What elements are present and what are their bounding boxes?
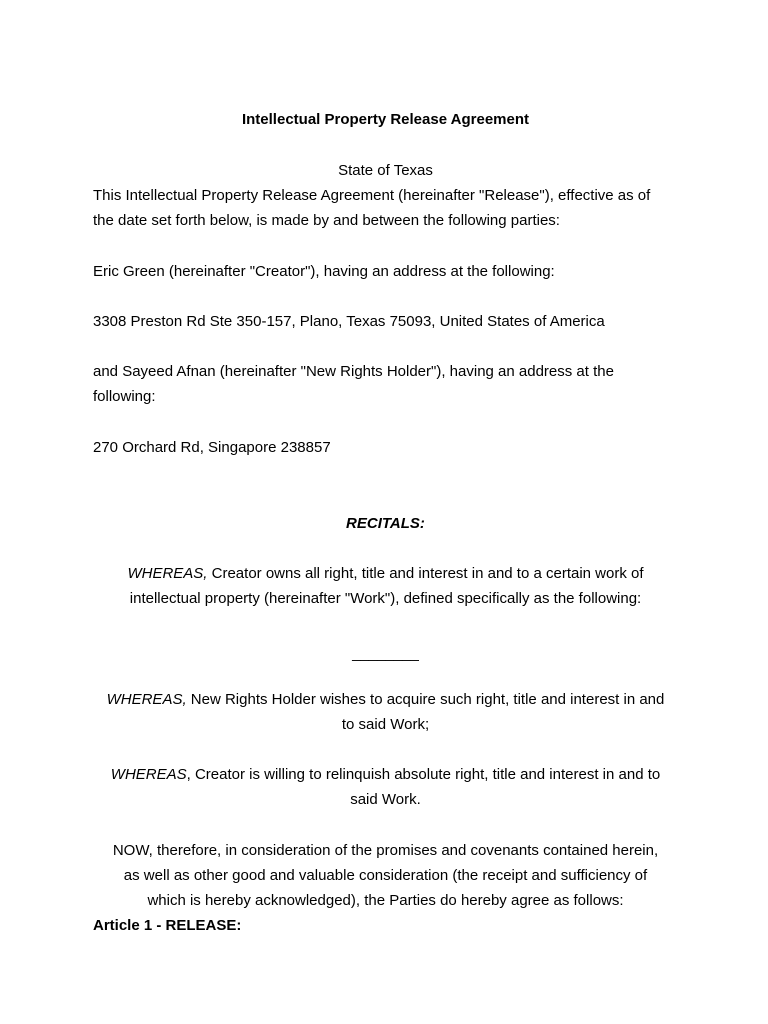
now-therefore-line-2: as well as other good and valuable consideration (the receipt and sufficiency of: [123, 867, 648, 884]
whereas-1-line-2: intellectual property (hereinafter "Work"), defined specifically as the following:: [129, 590, 642, 607]
whereas-3-line-1: [93, 765, 678, 785]
holder-party-line-2: following:: [93, 388, 156, 405]
whereas-1-rest: Creator owns all right, title and interest in and to a certain work of: [207, 565, 644, 582]
creator-party-line: Eric Green (hereinafter "Creator"), having an address at the following:: [93, 263, 555, 280]
work-definition-blank: ________: [352, 645, 419, 662]
intro-line-1: This Intellectual Property Release Agreement (hereinafter "Release"), effective as of: [93, 187, 651, 204]
recitals-heading: RECITALS:: [346, 515, 425, 532]
holder-party-line-1: and Sayeed Afnan (hereinafter "New Rights Holder"), having an address at the: [93, 363, 614, 380]
now-therefore-line-3: which is hereby acknowledged), the Parties do hereby agree as follows:: [147, 892, 624, 909]
whereas-2-line-2: to said Work;: [341, 716, 430, 733]
whereas-1-lead: WHEREAS,: [127, 565, 208, 582]
document-title: Intellectual Property Release Agreement: [241, 111, 530, 128]
whereas-3-rest: , Creator is willing to relinquish absolute right, title and interest in and to: [186, 766, 661, 783]
jurisdiction-line: State of Texas: [338, 162, 433, 179]
intro-line-2: the date set forth below, is made by and between the following parties:: [93, 212, 560, 229]
whereas-1-line-1: [93, 564, 678, 584]
article-1-heading: Article 1 - RELEASE:: [93, 917, 242, 934]
now-therefore-line-1: NOW, therefore, in consideration of the promises and covenants contained herein,: [112, 842, 659, 859]
whereas-2-rest: New Rights Holder wishes to acquire such right, title and interest in and: [186, 691, 665, 708]
holder-address: 270 Orchard Rd, Singapore 238857: [93, 439, 331, 456]
whereas-2-lead: WHEREAS,: [106, 691, 187, 708]
whereas-3-lead: WHEREAS: [110, 766, 187, 783]
creator-address: 3308 Preston Rd Ste 350-157, Plano, Texas 75093, United States of America: [93, 313, 605, 330]
whereas-2-line-1: [93, 690, 678, 710]
whereas-3-line-2: said Work.: [350, 791, 421, 808]
